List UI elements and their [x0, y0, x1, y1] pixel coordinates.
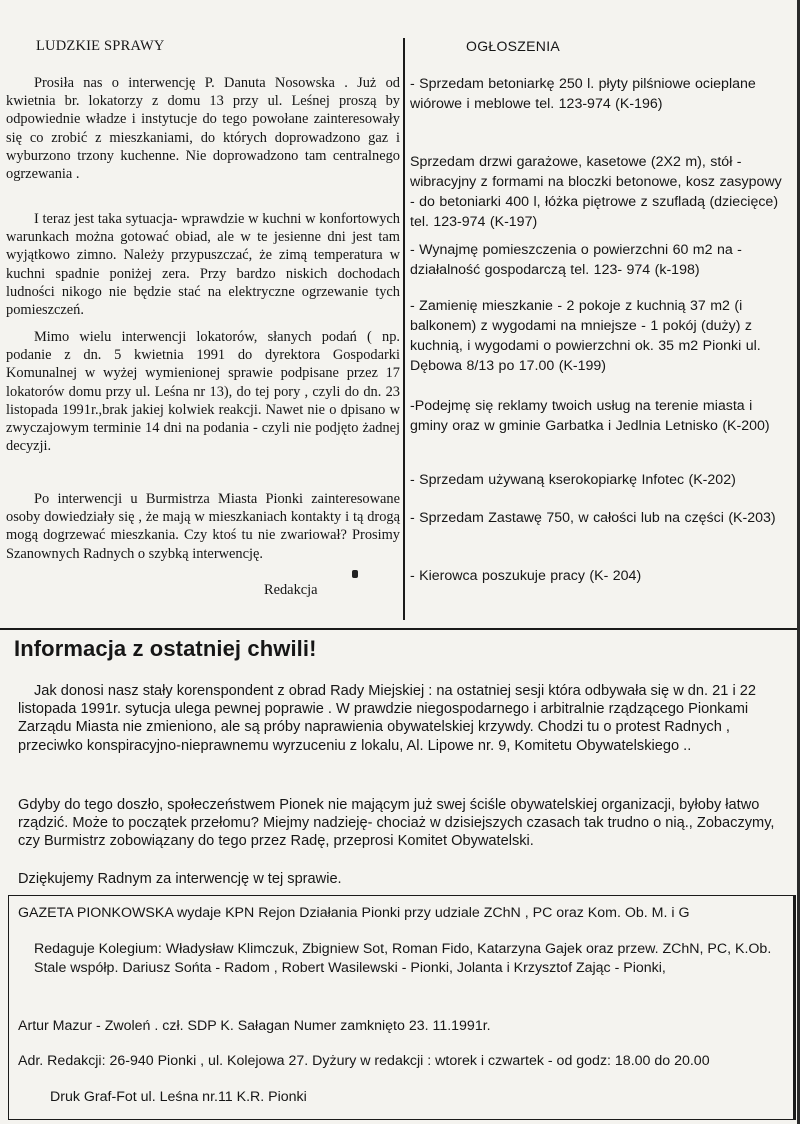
- classified-ad: Sprzedam drzwi garażowe, kasetowe (2X2 m), stół - wibracyjny z formami na bloczki betonowe, kosz zasypowy - do betoniarki 400 l, łóżka piętrowe z szufladą (dziecięce) tel. 123-974 (K-197): [410, 154, 782, 230]
- publisher-line: GAZETA PIONKOWSKA wydaje KPN Rejon Działania Pionki przy udziale ZChN , PC oraz Kom. Ob. M. i G: [18, 905, 690, 921]
- editors-line: Redaguje Kolegium: Władysław Klimczuk, Zbigniew Sot, Roman Fido, Katarzyna Gajek oraz przew. ZChN, PC, K.Ob. Stale współp. Dariusz Sońta - Radom , Robert Wasilewski - Pionki, Jolanta i Krzysztof Zając - Pionki,: [34, 941, 772, 976]
- classified-ad: - Wynajmę pomieszczenia o powierzchni 60 m2 na - działalność gospodarczą tel. 123- 974 (k-198): [410, 242, 742, 278]
- article-paragraph: Prosiła nas o interwencję P. Danuta Nosowska . Już od kwietnia br. lokatorzy z domu 13 przy ul. Leśnej proszą by odpowiednie władze i instytucje do tego powołane zainteresowały się co zrobić z mieszkaniami, do których doprowadzono gaz i wyburzono trzony kuchenne. Nie doprowadzono tam centralnego ogrzewania .: [6, 75, 400, 183]
- masthead-box: [8, 895, 796, 1120]
- news-paragraph: Jak donosi nasz stały korenspondent z obrad Rady Miejskiej : na ostatniej sesji która odbywała się w dn. 21 i 22 listopada 1991r. sytucja ulega pewnej poprawie . W prawdzie niegospodarnego i arbitralnie rządzącego Pionkami Zarządu Miasta nie zmieniono, ale są próby naprawienia obywatelskiej krzywdy. Chodzi tu o protest Radnych , przeciwko konspiracyjno-nieprawnemu wyrzuceniu z lokalu, Al. Lipowe nr. 9, Komitetu Obywatelskiego ..: [18, 683, 756, 754]
- address-line: Adr. Redakcji: 26-940 Pionki , ul. Kolejowa 27. Dyżury w redakcji : wtorek i czwartek - od godz: 18.00 do 20.00: [18, 1053, 710, 1069]
- news-paragraph: Gdyby do tego doszło, społeczeństwem Pionek nie mającym już swej ściśle obywatelskiej organizacji, byłoby łatwo rządzić. Może to początek przełomu? Miejmy nadzieję- chociaż w dzisiejszych czasach tak trudno o nią., Zobaczymy, czy Burmistrz zobowiązany do tego przez Radę, przeprosi Komitet Obywatelski.: [18, 797, 775, 850]
- section-divider: [0, 628, 800, 630]
- classified-ad: - Zamienię mieszkanie - 2 pokoje z kuchnią 37 m2 (i balkonem) z wygodami na mniejsze - 1 pokój (duży) z kuchnią, i wygodami o powierzchni ok. 35 m2 Pionki ul. Dębowa 8/13 po 17.00 (K-199): [410, 298, 761, 374]
- classified-ad: - Sprzedam używaną kserokopiarkę Infotec (K-202): [410, 472, 736, 488]
- printer-line: Druk Graf-Fot ul. Leśna nr.11 K.R. Pionki: [50, 1089, 307, 1105]
- column-divider: [403, 38, 405, 620]
- ink-smudge: [352, 570, 358, 578]
- classified-ad: - Kierowca poszukuje pracy (K- 204): [410, 568, 642, 584]
- classified-ad: - Sprzedam Zastawę 750, w całości lub na części (K-203): [410, 510, 776, 526]
- article-paragraph: I teraz jest taka sytuacja- wprawdzie w kuchni w konfortowych warunkach można gotować obiad, ale w te jesienne dni jest tam wyjątkowo zimno. Należy przypuszczać, że zimą temperatura w kuchni spadnie poniżej zera. Przy bardzo niskich dochodach ludności nikogo nie będzie stać na elektryczne ogrzewanie tych pomieszczeń.: [6, 211, 400, 319]
- news-heading: Informacja z ostatniej chwili!: [14, 636, 317, 661]
- members-line: Artur Mazur - Zwoleń . czł. SDP K. Sałagan Numer zamknięto 23. 11.1991r.: [18, 1018, 491, 1034]
- article-signature: Redakcja: [264, 582, 318, 598]
- article-paragraph: Po interwencji u Burmistrza Miasta Pionki zainteresowane osoby dowiedziały się , że mają w mieszkaniach kontakty i tą drogą mogą dogrzewać mieszkania. Czy ktoś tu nie zwariował? Prosimy Szanownych Radnych o szybką interwencję.: [6, 491, 400, 562]
- right-column-title: OGŁOSZENIA: [466, 38, 561, 54]
- left-column-title: LUDZKIE SPRAWY: [36, 38, 165, 54]
- article-paragraph: Mimo wielu interwencji lokatorów, słanych podań ( np. podanie z dn. 5 kwietnia 1991 do dyrektora Gospodarki Komunalnej w wyżej wymienionej sprawie podpisane przez 17 lokatorów domu przy ul. Leśna nr 13), do tej pory , czyli do dn. 23 listopada 1991r.,brak jakiej kolwiek reakcji. Nawet nie o dpisano w zwyczajowym terminie 14 dni na podania - czyli nie podjęto żadnej decyzji.: [6, 329, 400, 455]
- classified-ad: - Sprzedam betoniarkę 250 l. płyty pilśniowe ocieplane wiórowe i meblowe tel. 123-974 (K-196): [410, 76, 756, 112]
- news-paragraph: Dziękujemy Radnym za interwencję w tej sprawie.: [18, 871, 342, 887]
- classified-ad: -Podejmę się reklamy twoich usług na terenie miasta i gminy oraz w gminie Garbatka i Jedlnia Letnisko (K-200): [410, 398, 770, 434]
